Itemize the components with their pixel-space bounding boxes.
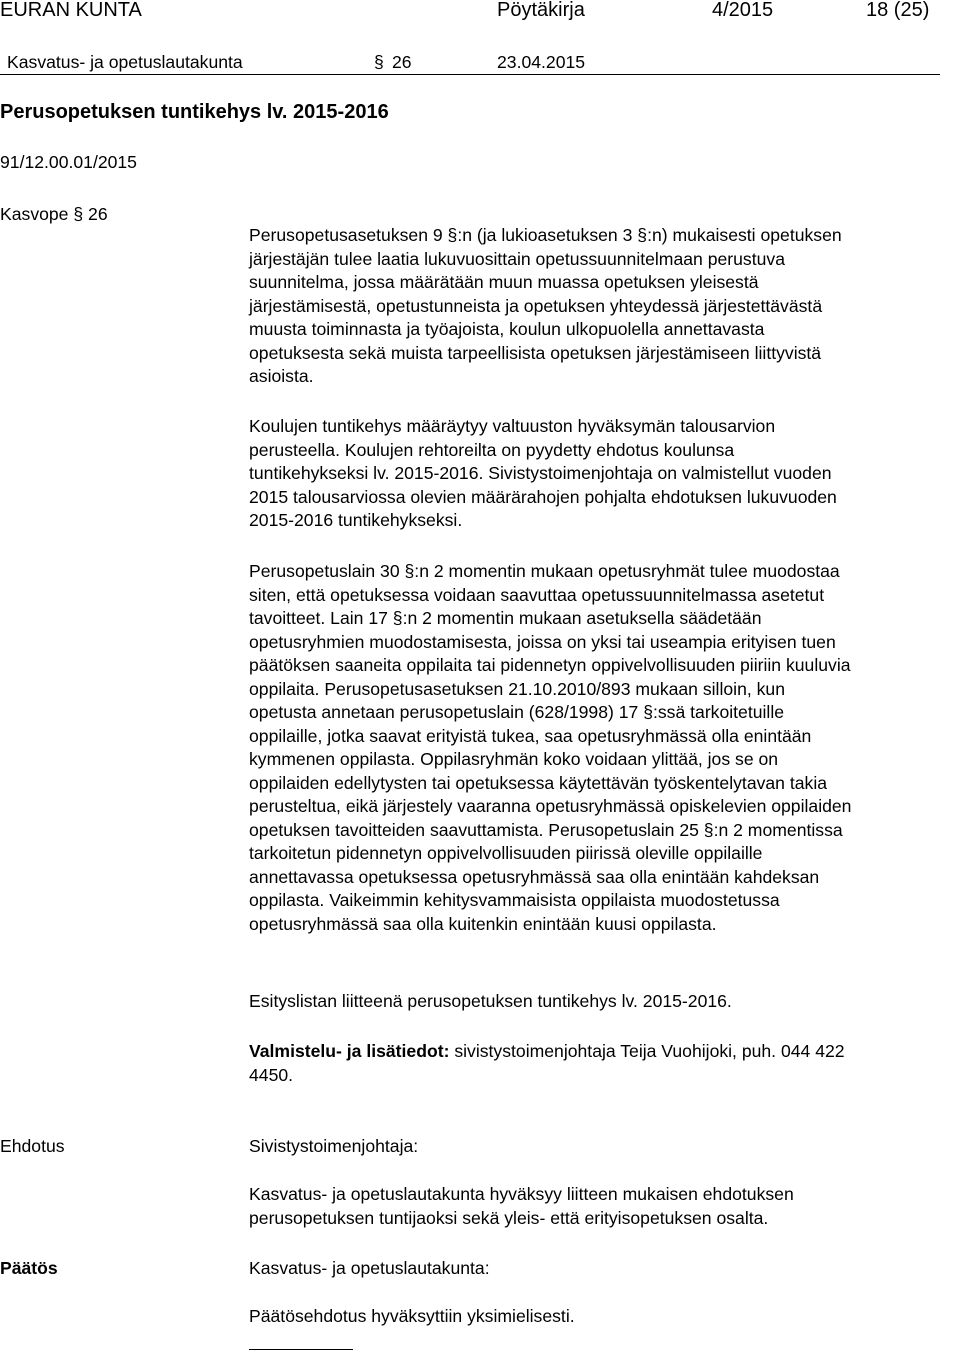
preparation-phone-end: 4450. <box>249 1064 294 1085</box>
section-number: 26 <box>392 52 412 72</box>
decision-label: Päätös <box>0 1258 58 1278</box>
proposal-text <box>249 1183 960 1230</box>
text-line: oppilaiden edellytysten tai opetuksessa käytettävän työskentelytavan takia <box>249 772 828 793</box>
text-line: oppilaille, jotka saavat erityistä tukea, saa opetusryhmässä olla enintään <box>249 725 812 746</box>
text-line: opetusta annetaan perusopetuslain (628/1998) 17 §:ssä tarkoitetuille <box>249 702 785 722</box>
issue-number: 4/2015 <box>712 0 774 21</box>
paragraph-2 <box>249 415 960 533</box>
committee-name: Kasvatus- ja opetuslautakunta <box>7 52 243 72</box>
text-line: järjestäjän tulee laatia lukuvuosittain opetussuunnitelmaan perustuva <box>249 248 785 269</box>
text-line: päätöksen saaneita oppilaita tai pidennetyn oppivelvollisuuden piiriin kuuluvia <box>249 655 851 675</box>
text-line: oppilaita. Perusopetusasetuksen 21.10.2010/893 mukaan silloin, kun <box>249 678 785 699</box>
text-line: järjestämisestä, opetustunneista ja opetuksen yhteydessä järjestettävästä <box>249 295 823 316</box>
proposal-label: Ehdotus <box>0 1136 65 1156</box>
preparation-label: Valmistelu- ja lisätiedot: <box>249 1041 450 1061</box>
text-line: tarkoitetun pidennetyn oppivelvollisuuden piirissä oleville oppilaille <box>249 843 763 863</box>
text-line: 2015 talousarviossa olevien määrärahojen pohjalta ehdotuksen lukuvuoden <box>249 486 837 507</box>
doc-type: Pöytäkirja <box>497 0 585 21</box>
page-title: Perusopetuksen tuntikehys lv. 2015-2016 <box>0 101 389 123</box>
attachment-note: Esityslistan liitteenä perusopetuksen tuntikehys lv. 2015-2016. <box>249 991 732 1011</box>
text-line: opetusryhmien muodostamisesta, joissa on yksi tai useampia erityisen tuen <box>249 631 836 652</box>
text-line: annettavassa opetuksessa opetusryhmässä saa olla enintään kahdeksan <box>249 866 820 887</box>
section-symbol: § <box>374 52 384 72</box>
text-line: muusta toiminnasta ja työajoista, koulun ulkopuolella annettavasta <box>249 319 765 339</box>
text-line: perusopetuksen tuntijaoksi sekä yleis- että erityisopetuksen osalta. <box>249 1207 769 1228</box>
text-line: opetuksesta sekä muista tarpeellisista opetuksen järjestämiseen liittyvistä <box>249 342 822 363</box>
ref-label: Kasvope § 26 <box>0 204 108 224</box>
text-line: Perusopetusasetuksen 9 §:n (ja lukioasetuksen 3 §:n) mukaisesti opetuksen <box>249 225 842 245</box>
text-line: suunnitelma, jossa määrätään muun muassa opetuksen yleisestä <box>249 272 759 292</box>
org-name: EURAN KUNTA <box>0 0 142 21</box>
meeting-date: 23.04.2015 <box>497 52 586 72</box>
text-line: 2015-2016 tuntikehykseksi. <box>249 510 463 530</box>
text-line: Perusopetuslain 30 §:n 2 momentin mukaan opetusryhmät tulee muodostaa <box>249 561 840 581</box>
text-line: perusteltua, eikä järjestely vaaranna opetusryhmässä opiskelevien oppilaiden <box>249 796 852 816</box>
preparation-info <box>249 1040 960 1087</box>
proposal-presenter: Sivistystoimenjohtaja: <box>249 1136 419 1156</box>
text-line: opetusryhmässä saa olla kuitenkin enintään kuusi oppilasta. <box>249 913 717 934</box>
text-line: perusteella. Koulujen rehtoreilta on pyydetty ehdotus koulunsa <box>249 439 735 460</box>
text-line: siten, että opetuksessa voidaan saavuttaa opetussuunnitelmassa asetetut <box>249 584 825 605</box>
text-line: opetuksen tavoitteiden saavuttamista. Perusopetuslain 25 §:n 2 momentissa <box>249 819 843 840</box>
text-line: Koulujen tuntikehys määräytyy valtuuston hyväksymän talousarvion <box>249 416 776 436</box>
page-number: 18 (25) <box>866 0 930 21</box>
diary-number: 91/12.00.01/2015 <box>0 152 137 172</box>
preparation-text: sivistystoimenjohtaja Teija Vuohijoki, puh. 044 422 <box>449 1041 845 1061</box>
text-line: Kasvatus- ja opetuslautakunta hyväksyy liitteen mukaisen ehdotuksen <box>249 1184 794 1204</box>
text-line: oppilasta. Vaikeimmin kehitysvammaisista oppilaista muodostetussa <box>249 890 780 910</box>
text-line: kymmenen oppilasta. Oppilasryhmän koko voidaan ylittää, jos se on <box>249 749 779 769</box>
decision-text: Päätösehdotus hyväksyttiin yksimielisesti. <box>249 1306 575 1326</box>
paragraph-3 <box>249 560 960 936</box>
decision-body: Kasvatus- ja opetuslautakunta: <box>249 1258 490 1278</box>
paragraph-1 <box>249 224 960 389</box>
text-line: asioista. <box>249 366 314 386</box>
text-line: tuntikehykseksi lv. 2015-2016. Sivistystoimenjohtaja on valmistellut vuoden <box>249 463 832 483</box>
text-line: tavoitteet. Lain 17 §:n 2 momentin mukaan asetuksella säädetään <box>249 608 762 628</box>
signature-line <box>249 1349 353 1350</box>
header-divider <box>0 74 940 75</box>
